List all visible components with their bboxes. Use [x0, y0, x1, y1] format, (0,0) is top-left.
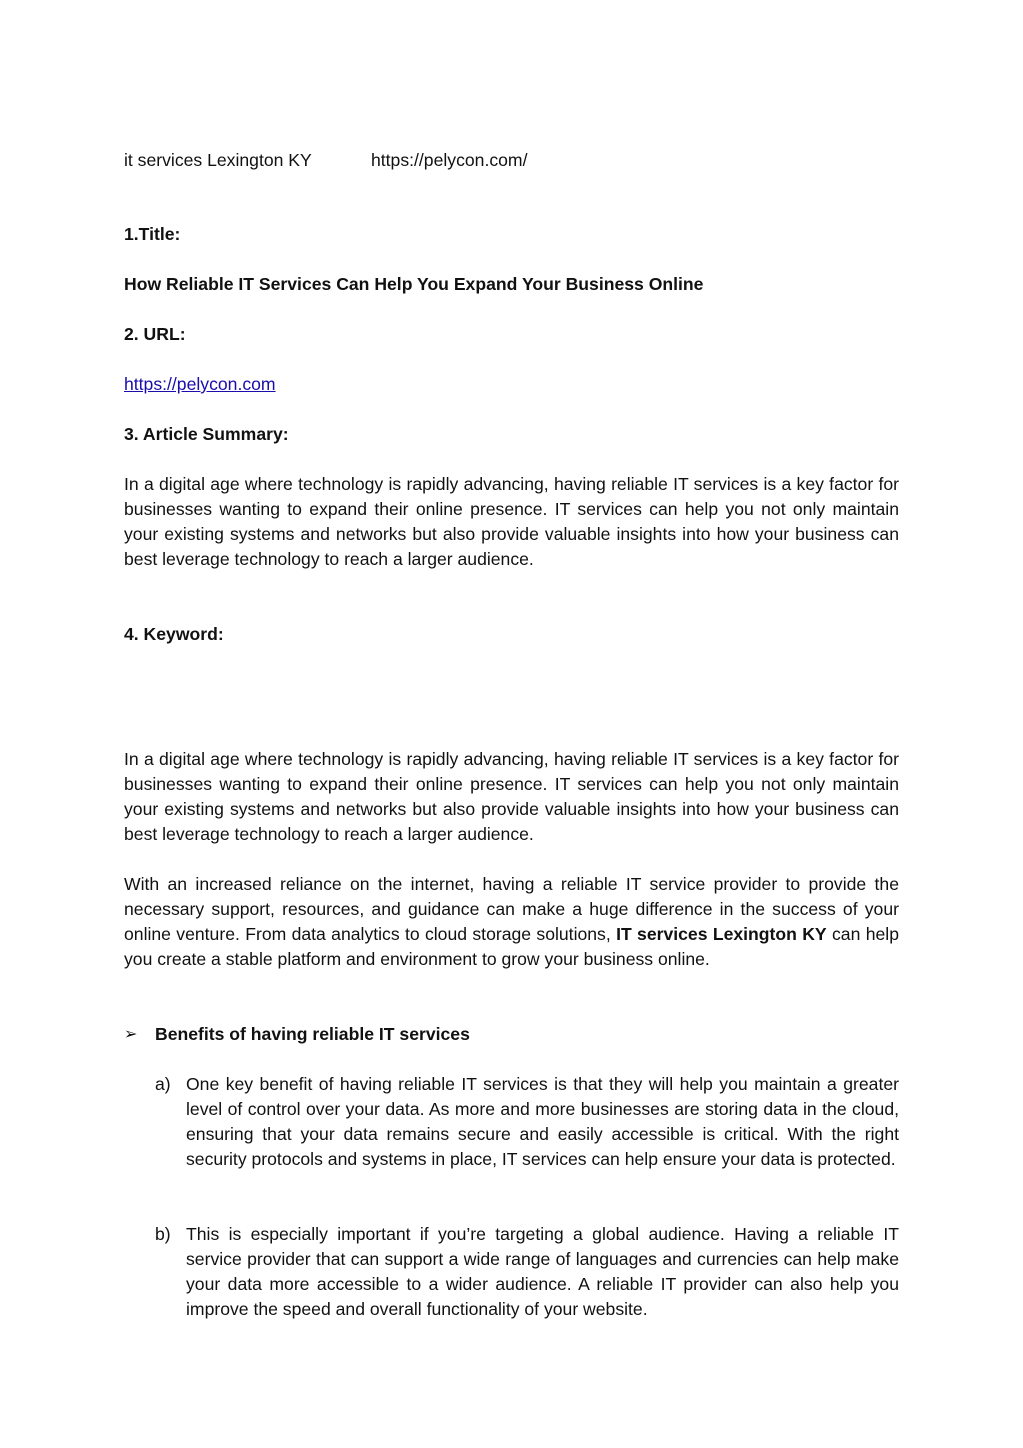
url-label: 2. URL: — [124, 324, 186, 344]
header-keyword: it services Lexington KY — [124, 150, 312, 170]
body-paragraph-1: In a digital age where technology is rapidly advancing, having reliable IT services is a key factor for businesses wanting to expand their online presence. IT services can help you not only maintain your existing systems and networks but also provide valuable insights into how your business can best leverage technology to reach a larger audience. — [124, 749, 899, 844]
article-title: How Reliable IT Services Can Help You Expand Your Business Online — [124, 274, 704, 294]
url-link[interactable]: https://pelycon.com — [124, 374, 276, 394]
list-item-text-b: This is especially important if you’re targeting a global audience. Having a reliable IT service provider that can support a wide range of languages and currencies can help make your data more accessible to a wider audience. A reliable IT provider can also help you improve the speed and overall functionality of your website. — [186, 1224, 899, 1319]
body-paragraph-2-end: can help you create a stable platform and environment to grow your business online. — [124, 924, 899, 969]
summary-text: In a digital age where technology is rapidly advancing, having reliable IT services is a key factor for businesses wanting to expand their online presence. IT services can help you not only maintain your existing systems and networks but also provide valuable insights into how your business can best leverage technology to reach a larger audience. — [124, 474, 899, 569]
summary-label: 3. Article Summary: — [124, 424, 289, 444]
list-item-text-a: One key benefit of having reliable IT services is that they will help you maintain a greater level of control over your data. As more and more businesses are storing data in the cloud, ensuring that your data remains secure and easily accessible is critical. With the right security protocols and systems in place, IT services can help ensure your data is protected. — [186, 1074, 899, 1169]
keyword-label: 4. Keyword: — [124, 624, 224, 644]
title-label: 1.Title: — [124, 224, 181, 244]
list-item-marker-a: a) — [155, 1074, 171, 1094]
keyword-highlight: IT services Lexington KY — [616, 924, 827, 944]
url-paragraph — [124, 372, 899, 397]
header-url: https://pelycon.com/ — [371, 150, 528, 170]
body-paragraph-2 — [124, 872, 899, 972]
list-item-marker-b: b) — [155, 1224, 171, 1244]
arrow-bullet-icon: ➢ — [124, 1026, 138, 1043]
body-paragraph-2-start: With an increased reliance on the internet, having a reliable IT service provider to provide the necessary support, resources, and guidance can make a huge difference in the success of your online venture. From data analytics to cloud storage solutions, — [124, 874, 899, 944]
benefits-heading: Benefits of having reliable IT services — [155, 1024, 470, 1044]
